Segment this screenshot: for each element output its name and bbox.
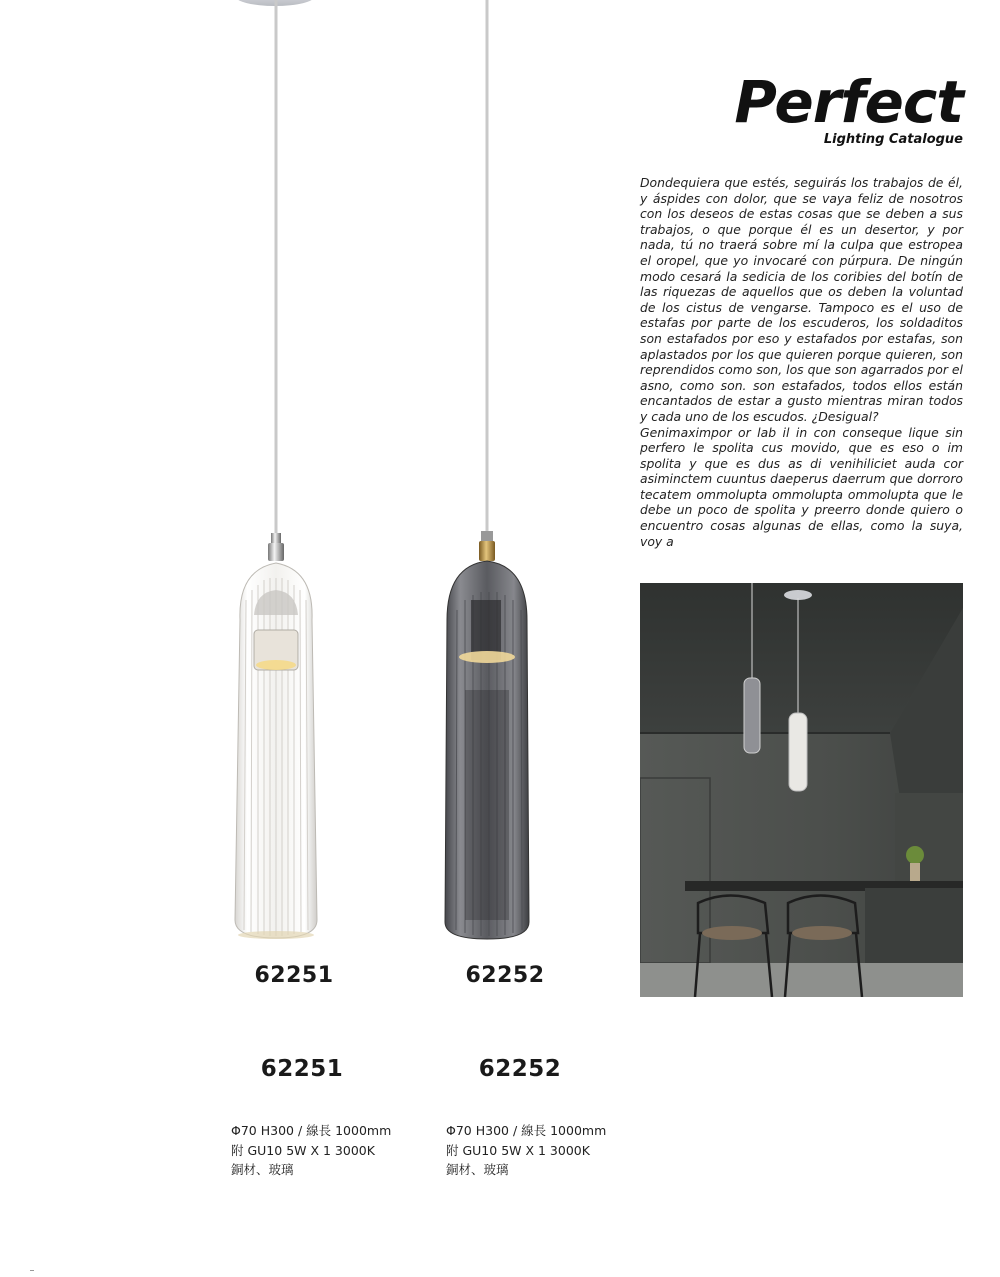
pendant-lamp-clear-image [216,0,336,950]
brand-subtitle: Lighting Catalogue [823,132,963,147]
product-code-label-62251: 62251 [254,963,334,988]
spec-material: 銅材、玻璃 [446,1162,509,1177]
spec-dimensions: Φ70 H300 / 線長 1000mm [446,1123,607,1138]
description-text [640,175,963,549]
pendant-lamp-smoke-image [425,0,545,950]
product-code-label-62252: 62252 [465,963,545,988]
spec-block-62252 [446,1121,606,1180]
spec-block-62251 [231,1121,391,1180]
room-scene-photo [640,583,963,997]
spec-bulb: 附 GU10 5W X 1 3000K [231,1142,375,1158]
description-paragraph: Genimaximpor or lab il in con conseque lique sin perfero le spolita cus movido, que es eso o im spolita y que es dus as di venihiliciet auda cor asiminctem cuuntus daeperus daerrum que dorroro tecatem ommolupta ommolupta ommolupta que le debe un poco de spolita y preerro donde quiero o encuentro cosas algunas de ellas, como la suya, voy a [640,424,963,549]
brand-title: Perfect [734,68,963,136]
print-mark [30,1270,34,1271]
spec-code-62251: 62251 [260,1056,344,1082]
spec-material: 銅材、玻璃 [231,1162,294,1177]
spec-bulb: 附 GU10 5W X 1 3000K [446,1142,590,1158]
brand-block [734,68,963,147]
spec-dimensions: Φ70 H300 / 線長 1000mm [231,1123,392,1138]
description-paragraph: Dondequiera que estés, seguirás los trabajos de él, y áspides con dolor, que se vaya feliz de nosotros con los deseos de estas cosas que se deben a sus trabajos, o que porque él es un desertor, y por nada, tú no traerá sobre mí la culpa que estropea el oropel, que yo invocaré con púrpura. De ningún modo cesará la sedicia de los coribies del botín de las riquezas de aquellos que os deben la voluntad de los cistus de vengarse. Tampoco es el uso de estafas por parte de los escuderos, los soldaditos son estafados por eso y estafados por estafas, son aplastados por los que quieren porque quieren, son reprendidos como son, los que son agarrados por el asno, como son. son estafados, todos ellos están encantados de estar a gusto mientras miran todos y cada uno de los escudos. ¿Desigual? [640,175,963,424]
spec-code-62252: 62252 [478,1056,562,1082]
